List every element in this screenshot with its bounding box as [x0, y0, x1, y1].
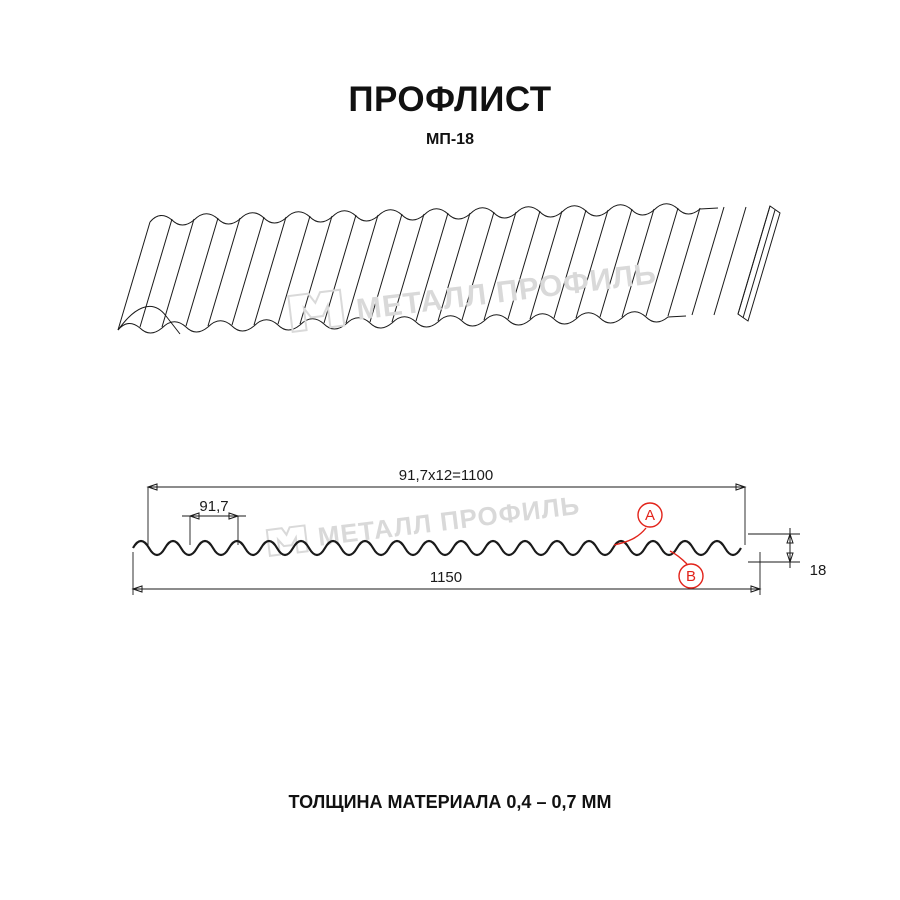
dimension-label-height: 18	[809, 562, 827, 579]
svg-text:МЕТАЛЛ ПРОФИЛЬ: МЕТАЛЛ ПРОФИЛЬ	[354, 257, 659, 327]
cross-section-view	[133, 541, 741, 555]
callout-a	[614, 503, 662, 545]
callout-b-label: B	[685, 567, 697, 585]
page-subtitle: МП-18	[426, 131, 474, 148]
callout-a-label: A	[644, 506, 656, 524]
page-title: ПРОФЛИСТ	[348, 80, 552, 119]
watermark-logo-upper	[288, 251, 658, 335]
watermark-logo-lower	[267, 490, 582, 558]
dimension-overall-width	[133, 552, 760, 595]
callout-b	[670, 551, 703, 588]
svg-text:МЕТАЛЛ ПРОФИЛЬ: МЕТАЛЛ ПРОФИЛЬ	[316, 489, 582, 552]
dimension-label-overall-width: 1150	[429, 569, 463, 586]
dimension-pitch-single	[182, 498, 246, 545]
dimension-label-pitch-single: 91,7	[199, 498, 229, 515]
dimension-label-pitch-total: 91,7х12=1100	[398, 467, 494, 484]
material-thickness-note: ТОЛЩИНА МАТЕРИАЛА 0,4 – 0,7 ММ	[288, 792, 612, 812]
